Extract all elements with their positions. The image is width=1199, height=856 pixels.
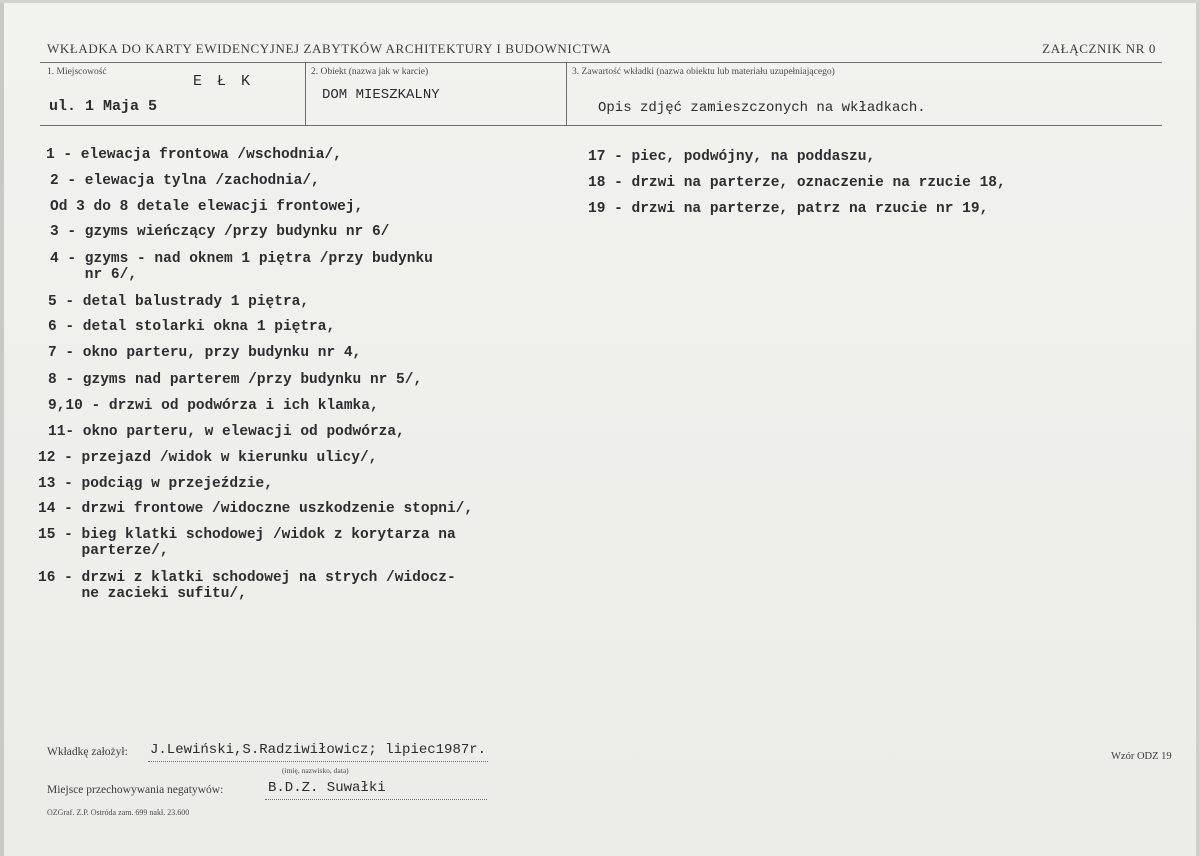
location-value: E Ł K [193, 73, 254, 90]
author-hint: (imię, nazwisko, data) [282, 766, 349, 775]
list-item: 19 - drzwi na parterze, patrz na rzucie nr 19, [588, 201, 989, 217]
form-code: Wzór ODZ 19 [1111, 751, 1172, 762]
location-label: 1. Miejscowość [47, 67, 107, 77]
content-label: 3. Zawartość wkładki (nazwa obiektu lub materiału uzupełniającego) [572, 67, 835, 77]
author-label: Wkładkę założył: [47, 746, 128, 758]
list-item: 16 - drzwi z klatki schodowej na strych /widocz- ne zacieki sufitu/, [38, 570, 456, 602]
list-item: 5 - detal balustrady 1 piętra, [48, 294, 310, 310]
storage-value: B.D.Z. Suwałki [268, 780, 386, 796]
field-divider-1 [305, 62, 306, 125]
list-item: 7 - okno parteru, przy budynku nr 4, [48, 345, 362, 361]
list-item: 3 - gzyms wieńczący /przy budynku nr 6/ [50, 224, 390, 240]
author-dotline [148, 761, 488, 762]
list-item: 8 - gzyms nad parterem /przy budynku nr 5/, [48, 372, 423, 388]
author-value: J.Lewiński,S.Radziwiłowicz; lipiec1987r. [150, 742, 487, 758]
list-item: 15 - bieg klatki schodowej /widok z korytarza na parterze/, [38, 527, 456, 559]
form-title: WKŁADKA DO KARTY EWIDENCYJNEJ ZABYTKÓW ARCHITEKTURY I BUDOWNICTWA [47, 41, 612, 56]
storage-dotline [265, 799, 487, 800]
storage-label: Miejsce przechowywania negatywów: [47, 784, 224, 796]
list-item: 11- okno parteru, w elewacji od podwórza, [48, 424, 405, 440]
list-item: 9,10 - drzwi od podwórza i ich klamka, [48, 398, 379, 414]
list-item: 18 - drzwi na parterze, oznaczenie na rzucie 18, [588, 175, 1006, 191]
list-item: 14 - drzwi frontowe /widoczne uszkodzenie stopni/, [38, 501, 474, 517]
paper-edge-top [0, 0, 1199, 3]
list-item: 1 - elewacja frontowa /wschodnia/, [46, 147, 342, 163]
annex-number: ZAŁĄCZNIK NR 0 [1042, 41, 1156, 56]
street-value: ul. 1 Maja 5 [49, 98, 158, 115]
list-item: 4 - gzyms - nad oknem 1 piętra /przy budynku nr 6/, [50, 251, 433, 283]
list-item: 6 - detal stolarki okna 1 piętra, [48, 319, 336, 335]
object-value: DOM MIESZKALNY [322, 87, 440, 103]
field-divider-2 [566, 62, 567, 125]
header-rule-top [40, 62, 1162, 63]
list-item: Od 3 do 8 detale elewacji frontowej, [50, 199, 364, 215]
print-note: OZGraf. Z.P. Ostróda zam. 699 nakł. 23.600 [47, 808, 190, 817]
list-item: 12 - przejazd /widok w kierunku ulicy/, [38, 450, 378, 466]
list-item: 13 - podciąg w przejeździe, [38, 476, 273, 492]
list-item: 17 - piec, podwójny, na poddaszu, [588, 149, 876, 165]
object-label: 2. Obiekt (nazwa jak w karcie) [311, 67, 429, 77]
header-rule-bottom [40, 125, 1162, 126]
list-item: 2 - elewacja tylna /zachodnia/, [50, 173, 320, 189]
content-value: Opis zdjęć zamieszczonych na wkładkach. [598, 100, 926, 116]
paper-edge-left [0, 0, 4, 856]
